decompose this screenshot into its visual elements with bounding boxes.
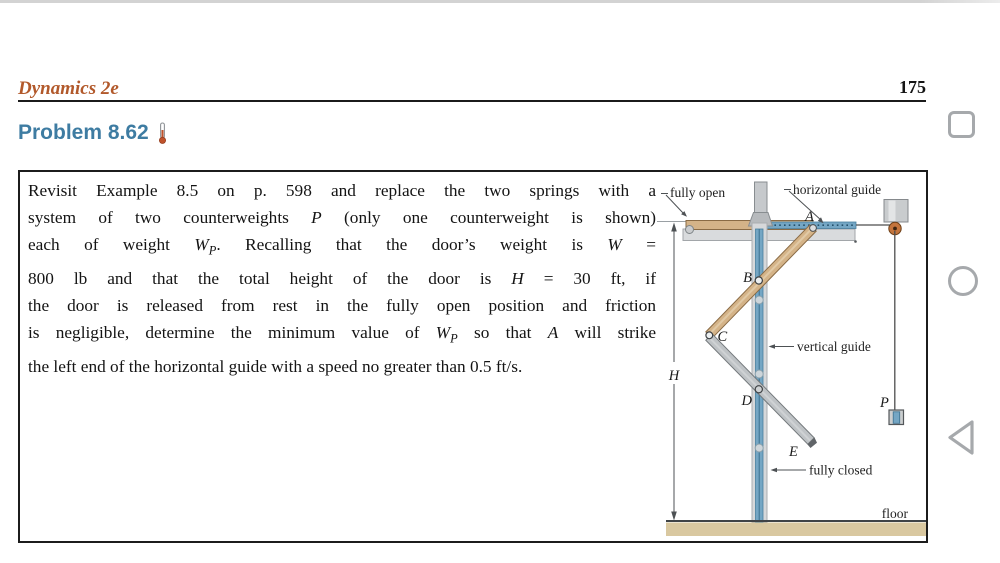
problem-statement — [28, 177, 656, 380]
guide-roller-icon — [755, 296, 763, 304]
dimension-H — [668, 223, 681, 521]
label-fully-open: fully open — [670, 185, 726, 200]
label-point-E: E — [789, 444, 798, 460]
problem-line: is negligible, determine the minimum value of $W_P$ so that A will strike — [28, 323, 657, 346]
problem-line: 800 lb and that the total height of the door is H = 30 ft, if — [28, 269, 656, 289]
problem-line: Revisit Example 8.5 on p. 598 and replace the two springs with a — [28, 181, 656, 200]
difficulty-thermometer-icon — [158, 122, 167, 145]
problem-line: system of two counterweights P (only one counterweight is shown) — [28, 208, 657, 228]
pin-C — [706, 332, 713, 339]
label-point-B: B — [743, 270, 752, 286]
problem-figure — [650, 176, 935, 540]
label-point-P: P — [880, 395, 889, 411]
label-point-A: A — [805, 209, 814, 225]
label-point-D: D — [741, 393, 752, 409]
leader-fully-closed — [771, 468, 807, 473]
problem-title — [18, 121, 167, 145]
page-number: 175 — [899, 77, 926, 97]
header-rule — [18, 100, 926, 102]
label-vertical-guide: vertical guide — [797, 339, 871, 354]
triangle-left-icon — [950, 422, 972, 453]
home-button[interactable] — [948, 266, 978, 296]
problem-title-text: Problem 8.62 — [18, 121, 149, 144]
recents-button[interactable] — [948, 111, 975, 138]
pulley-bracket — [884, 200, 908, 223]
label-floor: floor — [881, 506, 908, 521]
top-divider — [0, 0, 1000, 3]
roller-icon — [686, 226, 694, 234]
pin-A — [810, 225, 817, 232]
problem-line: the door is released from rest in the fully open position and friction — [28, 296, 656, 316]
leader-vertical-guide — [769, 344, 795, 349]
counterweight — [889, 410, 904, 425]
pin-B — [755, 277, 762, 284]
floor — [666, 521, 926, 536]
guide-roller-icon — [755, 444, 763, 452]
problem-line: the left end of the horizontal guide with a speed no greater than 0.5 ft/s. — [28, 357, 523, 377]
cord — [856, 225, 895, 410]
back-button[interactable] — [944, 417, 980, 459]
guide-roller-icon — [755, 370, 763, 378]
book-title: Dynamics 2e — [18, 78, 119, 99]
label-point-C: C — [717, 329, 728, 345]
problem-line: each of weight $W_P$. Recalling that the door’s weight is W = — [28, 235, 657, 258]
pin-D — [755, 386, 762, 393]
label-H: H — [668, 368, 680, 384]
label-fully-closed: fully closed — [809, 462, 873, 478]
label-horizontal-guide: horizontal guide — [793, 182, 882, 197]
support-post — [749, 182, 773, 226]
